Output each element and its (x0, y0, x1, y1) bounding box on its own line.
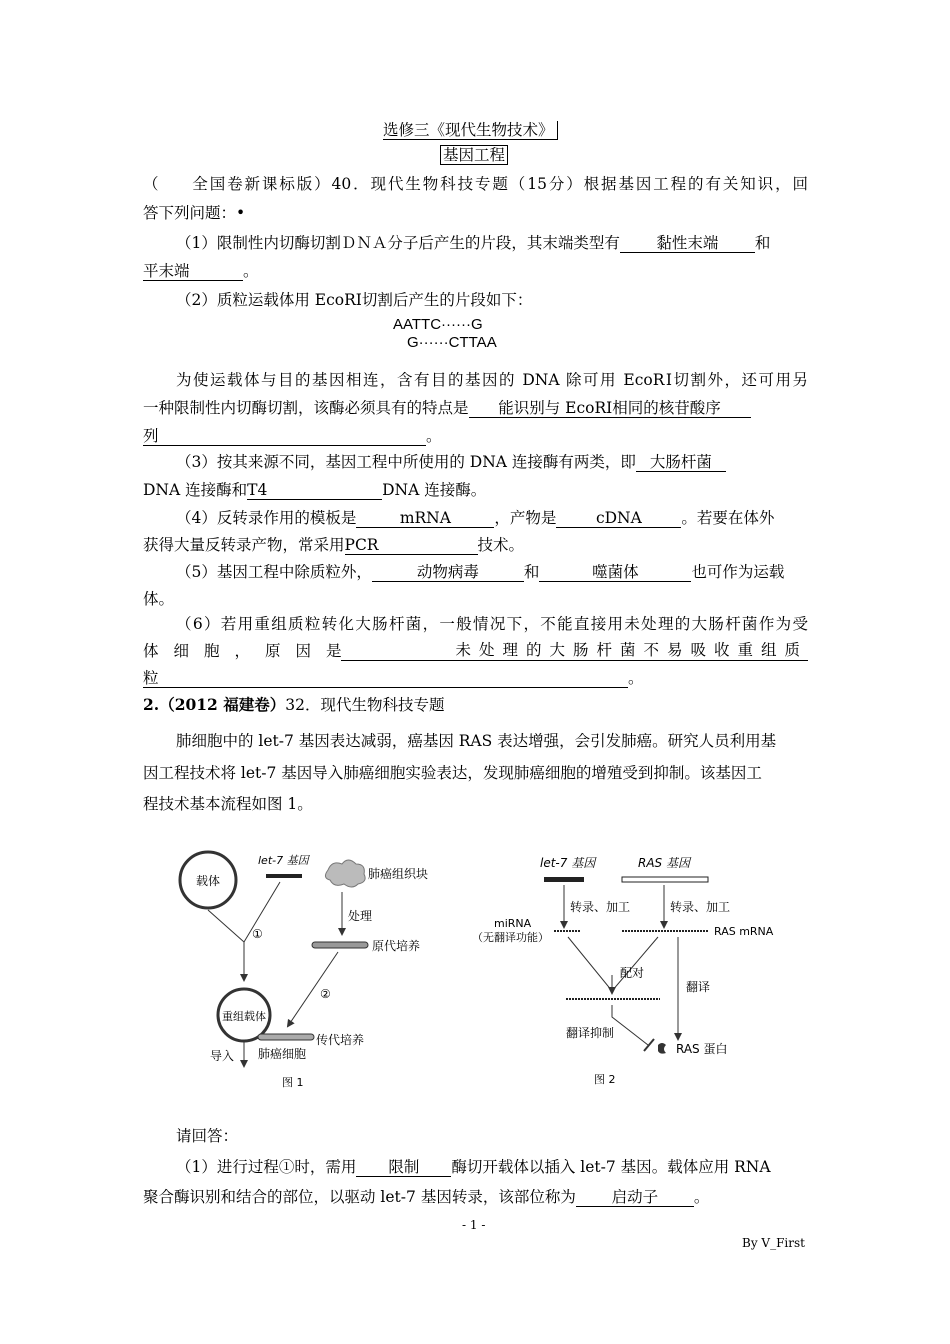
answer-ecoli-ligase: 大肠杆菌 (636, 453, 726, 472)
answer-mrna: mRNA (356, 509, 494, 528)
page-title (383, 120, 558, 140)
ras-mrna-label: RAS mRNA (714, 925, 774, 938)
answer-blunt-end: 平末端 (143, 262, 243, 281)
answer-pcr: PCR (345, 536, 478, 555)
title-line1: 选修三《现代生物技术》 (383, 121, 558, 140)
mirna-note: （无翻译功能） (472, 931, 549, 944)
fig2-let7-gene-bar (544, 877, 584, 882)
answer-promoter: 启动子 (576, 1188, 694, 1207)
q2-answer1-cont: 聚合酶识别和结合的部位，以驱动 let-7 基因转录，该部位称为 启动子 。 (143, 1188, 710, 1206)
ecori-sequence (393, 316, 497, 352)
step2-label: ② (320, 987, 331, 1001)
q1-part4-cont: 获得大量反转录产物，常采用PCR 技术。 (143, 536, 525, 554)
primary-culture-label: 原代培养 (372, 939, 421, 953)
passage-culture-label: 传代培养 (316, 1033, 365, 1047)
answer-phage: 噬菌体 (539, 563, 691, 582)
q1-part4: （4）反转录作用的模板是 mRNA ，产物是 cDNA 。若要在体外 (176, 509, 775, 527)
q1-part2: （2）质粒运载体用 EcoRⅠ切割后产生的片段如下： (176, 291, 533, 309)
q1-part2b-line1: 为使运载体与目的基因相连，含有目的基因的 DNA 除可用 EcoRⅠ切割外，还可用另 (176, 371, 808, 389)
answer-animal-virus: 动物病毒 (372, 563, 524, 582)
q2-answer1: （1）进行过程①时，需用 限制 酶切开载体以插入 let-7 基因。载体应用 RNA (176, 1158, 771, 1176)
mirna-label: miRNA (494, 917, 532, 930)
process-label: 处理 (348, 909, 373, 923)
q2-heading: 2.（2012 福建卷）32．现代生物科技专题 (143, 695, 445, 714)
sequence-top-strand: AATTC······G (393, 316, 483, 333)
q1-part5-cont: 体。 (143, 590, 175, 608)
q1-part1: （1）限制性内切酶切割ＤＮＡ分子后产生的片段，其末端类型有 黏性末端 和 (176, 234, 771, 252)
q2-para-line2: 因工程技术将 let-7 基因导入肺癌细胞实验表达，发现肺癌细胞的增殖受到抑制。该基因工 (143, 764, 762, 782)
introduce-label: 导入 (209, 1049, 234, 1063)
translate-label: 翻译 (686, 980, 711, 994)
answer-enzyme-feature: 能识别与 EcoRⅠ相同的核苷酸序 (469, 399, 751, 418)
q1-intro-line1: （ 全国卷新课标版）40．现代生物科技专题（15分）根据基因工程的有关知识，回 (143, 175, 808, 193)
fig1-let7-label: let-7 基因 (258, 854, 309, 867)
transcribe-label-1: 转录、加工 (570, 900, 631, 914)
transcribe-label-2: 转录、加工 (670, 900, 731, 914)
q1-part6-cont2: 粒 。 (143, 669, 644, 687)
answer-sticky-end: 黏性末端 (620, 234, 755, 253)
q2-para-line1: 肺细胞中的 let-7 基因表达减弱，癌基因 RAS 表达增强，会引发肺癌。研究人员利用基 (176, 732, 777, 750)
figure-1-diagram (140, 840, 460, 1100)
fig2-let7-label: let-7 基因 (540, 856, 596, 870)
please-answer: 请回答： (176, 1127, 239, 1145)
author-credit: By V_First (742, 1236, 805, 1250)
figure2-caption: 图 2 (594, 1073, 616, 1086)
q1-part3: （3）按其来源不同，基因工程中所使用的 DNA 连接酶有两类，即 大肠杆菌 (176, 452, 726, 472)
q1-part6-cont: 体细胞，原因是 未处理的大肠杆菌不易吸收重组质 (143, 641, 808, 660)
section-title (440, 145, 508, 165)
q1-part5: （5）基因工程中除质粒外， 动物病毒 和 噬菌体 也可作为运载 (176, 563, 785, 581)
let7-gene-bar (266, 874, 302, 878)
inhibition-bar (644, 1039, 654, 1051)
answer-cdna: cDNA (556, 509, 681, 528)
answer-t4: T4 (247, 481, 382, 500)
lung-cancer-cell-label: 肺癌细胞 (258, 1047, 307, 1061)
translation-inhibit-label: 翻译抑制 (566, 1026, 615, 1040)
vector-label: 载体 (196, 874, 221, 888)
q2-para-line3: 程技术基本流程如图 1。 (143, 795, 313, 813)
q1-part3-cont: DNA 连接酶和T4 DNA 连接酶。 (143, 481, 487, 499)
inhibition-line (612, 1005, 648, 1045)
ras-protein-label: RAS 蛋白 (676, 1042, 728, 1056)
lung-tissue-icon (325, 860, 365, 887)
pairing-lines (568, 937, 658, 991)
sequence-bottom-strand: G······CTTAA (407, 334, 497, 351)
q1-part2b-line3: 列 。 (143, 427, 442, 445)
figure-2-diagram (462, 845, 802, 1095)
q1-part1-cont: 平末端 。 (143, 262, 259, 280)
figure1-caption: 图 1 (282, 1076, 304, 1089)
q1-intro-line2: 答下列问题：• (143, 204, 246, 222)
q1-part2b-line2: 一种限制性内切酶切割，该酶必须具有的特点是 能识别与 EcoRⅠ相同的核苷酸序 (143, 398, 751, 418)
lung-tissue-label: 肺癌组织块 (368, 867, 429, 881)
answer-restriction: 限制 (356, 1158, 451, 1177)
join-lines (208, 882, 280, 958)
page-number: - 1 - (462, 1218, 486, 1232)
q1-part6: （6）若用重组质粒转化大肠杆菌，一般情况下，不能直接用未处理的大肠杆菌作为受 (176, 615, 808, 633)
passage-culture-dish (258, 1034, 314, 1040)
fig2-ras-label: RAS 基因 (638, 856, 690, 870)
primary-culture-dish (312, 942, 368, 948)
step1-label: ① (252, 927, 263, 941)
answer-reason: 未处理的大肠杆菌不易吸收重组质 (341, 641, 808, 661)
fig2-ras-gene-bar (622, 877, 708, 882)
ras-protein-icon (658, 1043, 666, 1054)
recombinant-label: 重组载体 (222, 1010, 266, 1023)
title-line2: 基因工程 (440, 145, 508, 165)
pairing-label: 配对 (620, 966, 645, 980)
